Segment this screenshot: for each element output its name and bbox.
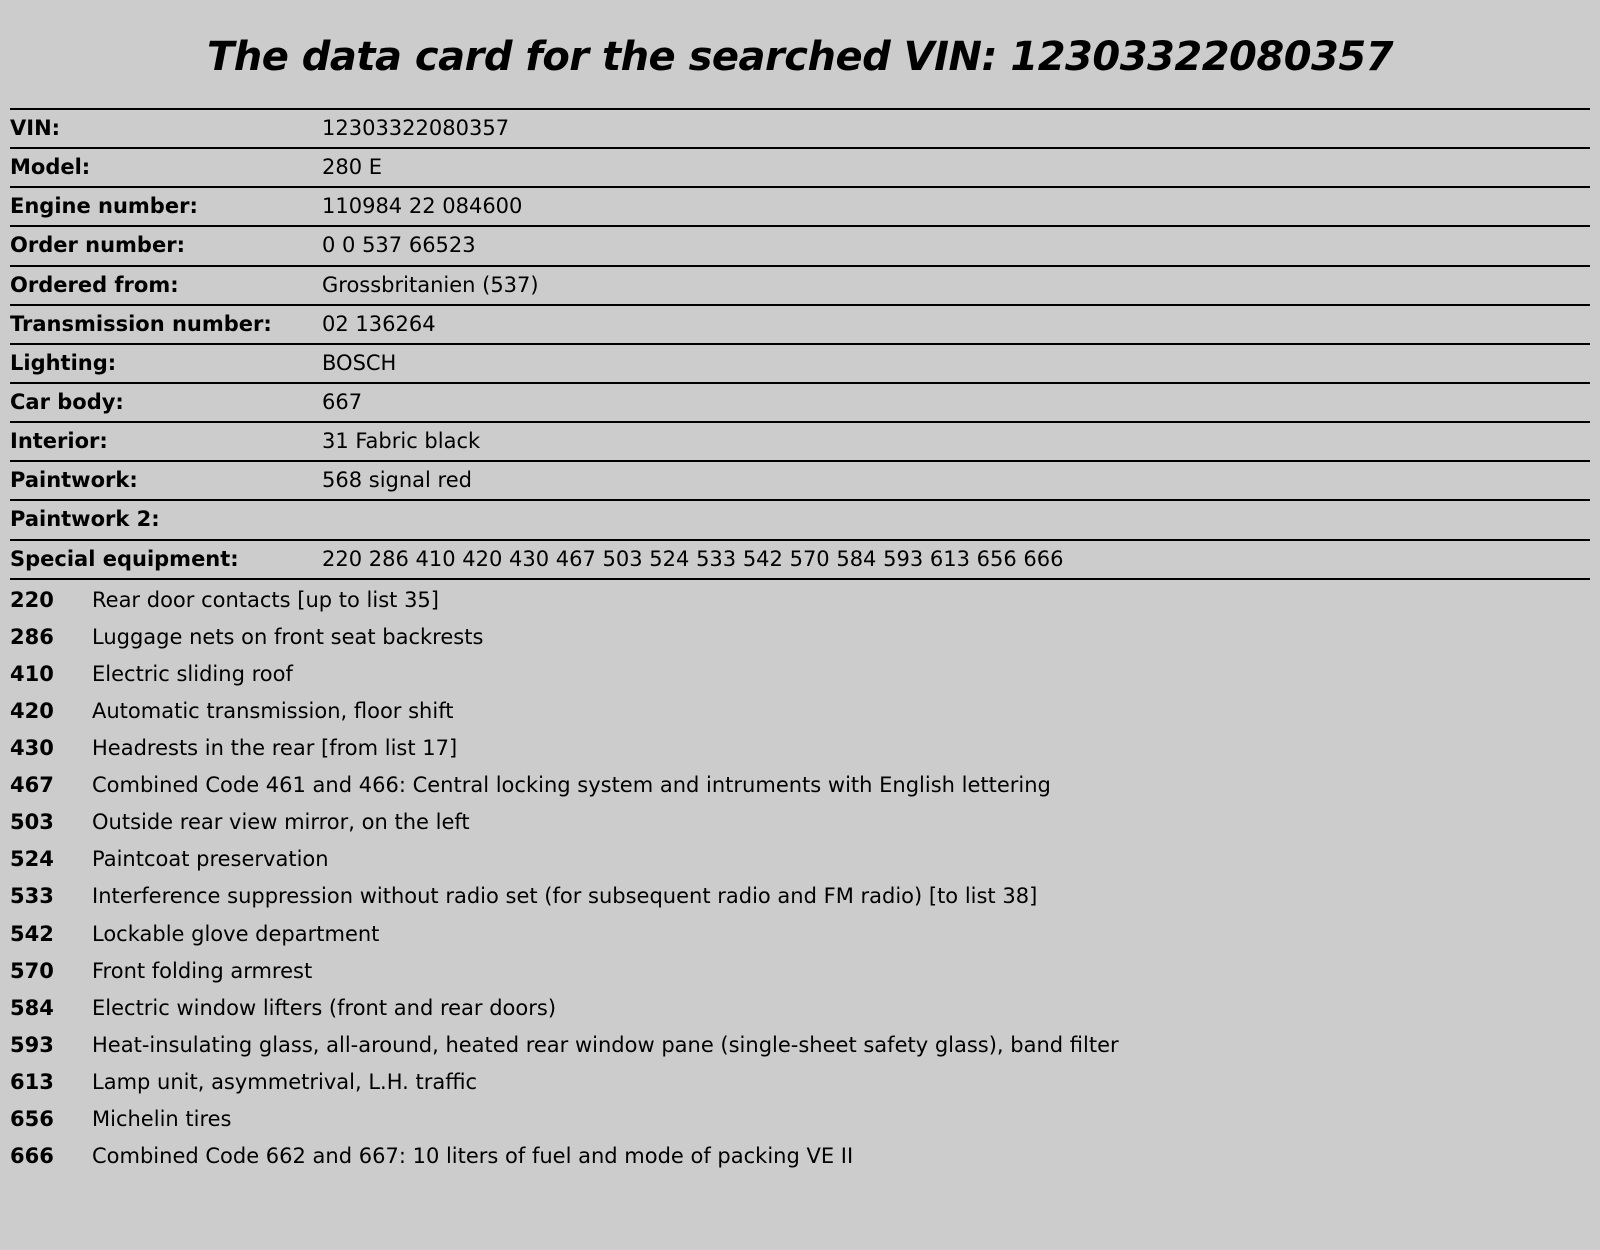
spec-row — [10, 461, 1590, 500]
spec-row-label: VIN: — [10, 116, 61, 140]
equipment-code-number: 570 — [10, 958, 54, 983]
equipment-code-row — [10, 582, 1590, 619]
equipment-code-row — [10, 656, 1590, 693]
equipment-code-number: 220 — [10, 587, 54, 612]
equipment-code-row — [10, 1138, 1590, 1175]
equipment-code-row — [10, 878, 1590, 915]
equipment-code-number: 533 — [10, 884, 54, 909]
equipment-code-row — [10, 953, 1590, 990]
spec-row-value: 12303322080357 — [322, 116, 510, 140]
equipment-code-description: Electric window lifters (front and rear doors) — [92, 995, 557, 1020]
equipment-code-number: 593 — [10, 1032, 54, 1057]
equipment-code-number: 542 — [10, 921, 54, 946]
equipment-code-body — [10, 582, 1590, 1176]
equipment-code-number: 286 — [10, 624, 54, 649]
spec-row — [10, 422, 1590, 461]
spec-row-label: Transmission number: — [10, 311, 272, 336]
equipment-code-description: Heat-insulating glass, all-around, heated rear window pane (single-sheet safety glass), band filter — [92, 1032, 1119, 1057]
equipment-code-row — [10, 693, 1590, 730]
spec-row-value: Grossbritanien (537) — [322, 272, 539, 297]
spec-row-label: Order number: — [10, 233, 185, 258]
spec-row-value: 667 — [322, 389, 363, 414]
equipment-code-row — [10, 1064, 1590, 1101]
spec-row-value: 280 E — [322, 155, 383, 180]
spec-row-label: Paintwork: — [10, 468, 138, 493]
equipment-code-description: Automatic transmission, floor shift — [92, 698, 454, 723]
spec-row-label: Lighting: — [10, 350, 117, 375]
equipment-code-description: Interference suppression without radio set (for subsequent radio and FM radio) [to list 38] — [92, 884, 1038, 909]
equipment-code-row — [10, 1027, 1590, 1064]
spec-row-label: Model: — [10, 155, 91, 180]
spec-row — [10, 266, 1590, 305]
equipment-code-number: 420 — [10, 698, 54, 723]
equipment-code-number: 430 — [10, 736, 54, 761]
spec-row-value: 110984 22 084600 — [322, 194, 523, 219]
equipment-code-number: 666 — [10, 1144, 54, 1169]
equipment-code-description: Rear door contacts [up to list 35] — [92, 587, 439, 612]
spec-row — [10, 305, 1590, 344]
equipment-code-number: 656 — [10, 1107, 54, 1131]
equipment-code-number: 584 — [10, 995, 54, 1020]
equipment-code-description: Michelin tires — [92, 1107, 232, 1131]
equipment-code-row — [10, 619, 1590, 656]
spec-row-value: 31 Fabric black — [322, 429, 481, 454]
equipment-code-row — [10, 916, 1590, 953]
spec-row-label: Special equipment: — [10, 546, 239, 571]
spec-row — [10, 109, 1590, 148]
spec-row — [10, 148, 1590, 187]
spec-row-label: Car body: — [10, 389, 124, 414]
spec-row — [10, 344, 1590, 383]
equipment-code-description: Paintcoat preservation — [92, 847, 329, 872]
equipment-code-table — [10, 582, 1590, 1176]
spec-row-value: 568 signal red — [322, 468, 472, 493]
equipment-code-number: 503 — [10, 810, 54, 835]
equipment-code-row — [10, 804, 1590, 841]
spec-row-label: Interior: — [10, 429, 108, 454]
vehicle-spec-body — [10, 109, 1590, 579]
spec-row-value: BOSCH — [322, 350, 397, 375]
spec-row — [10, 226, 1590, 265]
equipment-code-description: Electric sliding roof — [92, 661, 293, 686]
equipment-code-number: 410 — [10, 661, 54, 686]
spec-row-label: Engine number: — [10, 194, 198, 219]
spec-row — [10, 540, 1590, 579]
equipment-code-description: Combined Code 461 and 466: Central locking system and intruments with English lettering — [92, 773, 1051, 798]
equipment-code-description: Front folding armrest — [92, 958, 313, 983]
equipment-code-number: 613 — [10, 1069, 54, 1094]
equipment-code-number: 524 — [10, 847, 54, 872]
spec-row — [10, 500, 1590, 539]
spec-row-value: 0 0 537 66523 — [322, 233, 476, 258]
spec-row-value: 02 136264 — [322, 311, 436, 336]
equipment-code-row — [10, 730, 1590, 767]
vehicle-spec-table — [10, 108, 1590, 580]
page-title: The data card for the searched VIN: 12303322080357 — [206, 34, 1394, 80]
equipment-code-description: Outside rear view mirror, on the left — [92, 810, 470, 835]
equipment-code-description: Headrests in the rear [from list 17] — [92, 736, 458, 761]
equipment-code-description: Lockable glove department — [92, 921, 380, 946]
equipment-code-row — [10, 1101, 1590, 1138]
equipment-code-number: 467 — [10, 773, 54, 798]
spec-row-value: 220 286 410 420 430 467 503 524 533 542 570 584 593 613 656 666 — [322, 546, 1064, 571]
equipment-code-description: Lamp unit, asymmetrival, L.H. traffic — [92, 1069, 478, 1094]
spec-row-label: Ordered from: — [10, 272, 179, 297]
equipment-code-description: Luggage nets on front seat backrests — [92, 624, 484, 649]
equipment-code-description: Combined Code 662 and 667: 10 liters of fuel and mode of packing VE II — [92, 1144, 854, 1169]
spec-row — [10, 187, 1590, 226]
equipment-code-row — [10, 841, 1590, 878]
spec-row-value — [322, 500, 1590, 539]
equipment-code-row — [10, 990, 1590, 1027]
spec-row — [10, 383, 1590, 422]
spec-row-label: Paintwork 2: — [10, 507, 160, 532]
equipment-code-row — [10, 767, 1590, 804]
